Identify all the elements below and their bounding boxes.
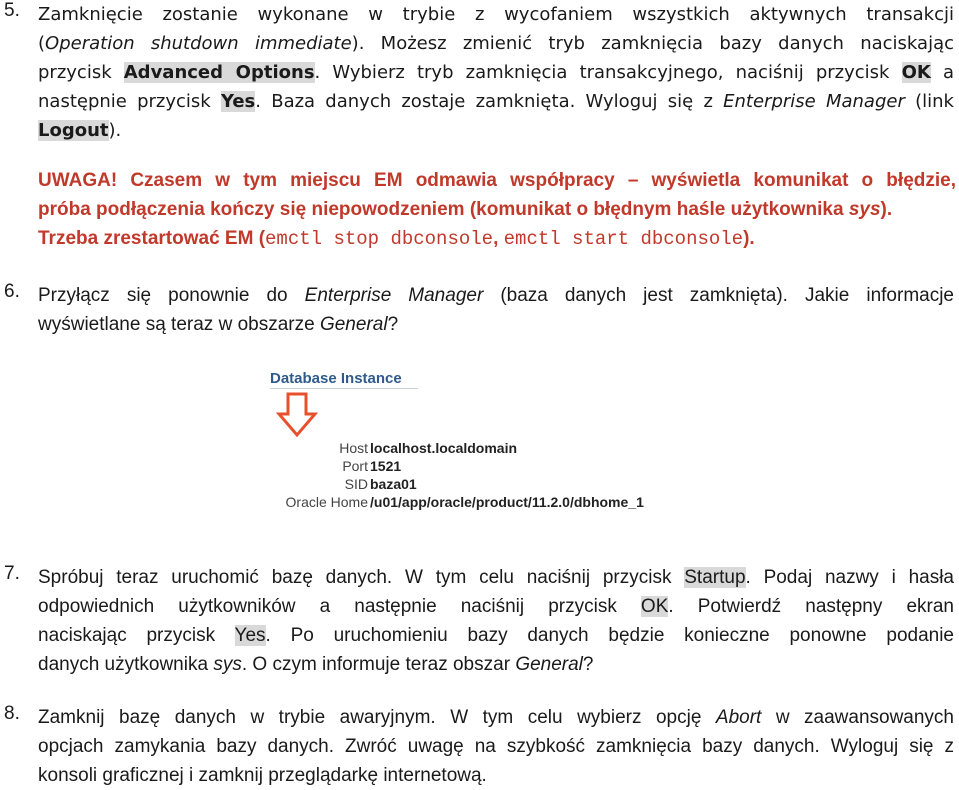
field-value: baza01 [370, 476, 417, 492]
database-instance-screenshot [268, 370, 688, 520]
text-fragment: . Wybierz tryb zamknięcia transakcyjnego, naciśnij przycisk [314, 62, 890, 83]
text-fragment: ). [880, 199, 893, 220]
text-fragment: Zamknij bazę danych w trybie awaryjnym. W tym celu wybierz opcję [38, 707, 702, 728]
text-fragment: Czasem w tym miejscu EM odmawia współpracy – wyświetla komunikat o błędzie, [130, 170, 956, 191]
logout-link-label: Logout [38, 120, 109, 141]
text-fragment: ? [582, 654, 594, 675]
warning-prefix: UWAGA! [38, 170, 118, 191]
down-arrow-icon [276, 392, 318, 441]
text-fragment: (baza danych jest zamknięta). Jakie informacje [500, 285, 954, 306]
italic-term: sys [848, 199, 881, 220]
text-line [38, 116, 954, 145]
text-fragment: . O czym informuje teraz obszar [241, 654, 511, 675]
text-fragment: . Po uruchomieniu bazy danych będzie konieczne ponowne podanie [265, 625, 955, 646]
text-fragment: . Podaj nazwy i hasła [745, 567, 954, 588]
text-line: konsoli graficznej i zamknij przeglądarkę internetową. [38, 765, 487, 786]
text-line [38, 195, 956, 224]
field-label: Oracle Home [285, 494, 368, 510]
item-number: 7. [4, 563, 20, 584]
italic-term: sys [213, 654, 242, 675]
field-label: Host [339, 440, 368, 456]
text-fragment: ? [387, 314, 399, 335]
text-line [38, 310, 954, 339]
text-line [38, 87, 954, 116]
italic-term: General [319, 314, 388, 335]
item-number: 8. [4, 703, 20, 724]
text-fragment: przycisk [38, 62, 112, 83]
oracle-home-row [268, 494, 668, 512]
text-line [38, 621, 954, 650]
text-line [38, 703, 954, 732]
ok-button-label: OK [640, 596, 669, 617]
text-fragment: . Baza danych zostaje zamknięta. Wyloguj się z [255, 91, 713, 112]
port-row [268, 458, 668, 476]
italic-term: Enterprise Manager [723, 91, 905, 112]
text-line [38, 281, 954, 310]
text-fragment: , [493, 228, 499, 249]
item-number: 6. [4, 281, 20, 302]
text-fragment: a [942, 62, 954, 83]
sid-row [268, 476, 668, 494]
yes-button-label: Yes [234, 625, 266, 646]
field-value: 1521 [370, 458, 402, 474]
text-fragment: próba podłączenia kończy się niepowodzeniem (komunikat o błędnym haśle użytkownika [38, 199, 844, 220]
advanced-options-button-label: Advanced Options [123, 62, 315, 83]
yes-button-label: Yes [220, 91, 256, 112]
text-fragment: Trzeba zrestartować EM ( [38, 228, 266, 249]
text-line [38, 224, 956, 254]
field-label: Port [342, 458, 368, 474]
item-5-text [38, 0, 954, 145]
field-label: SID [344, 476, 368, 492]
text-line [38, 58, 954, 87]
italic-term: Operation shutdown immediate [45, 33, 352, 54]
startup-button-label: Startup [684, 567, 746, 588]
ok-button-label: OK [901, 62, 931, 83]
item-8-text [38, 703, 954, 790]
text-line [38, 29, 954, 58]
text-fragment: (link [915, 91, 954, 112]
text-line [38, 166, 956, 195]
text-line [38, 592, 954, 621]
database-instance-title: Database Instance [270, 370, 418, 389]
text-fragment: następnie przycisk [38, 91, 211, 112]
text-fragment: ). [108, 120, 122, 141]
text-fragment: wyświetlane są teraz w obszarze [38, 314, 315, 335]
command-start: emctl start dbconsole [503, 228, 744, 250]
text-fragment: danych użytkownika [38, 654, 209, 675]
text-line [38, 650, 954, 679]
text-line [38, 563, 954, 592]
text-fragment: ). Możesz zmienić tryb zamknięcia bazy danych naciskając [351, 33, 954, 54]
text-fragment: . Potwierdź następny ekran [668, 596, 954, 617]
item-number: 5. [4, 0, 20, 21]
italic-term: General [515, 654, 583, 675]
text-line: Zamknięcie zostanie wykonane w trybie z wycofaniem wszystkich aktywnych transakcji [38, 4, 954, 25]
command-stop: emctl stop dbconsole [265, 228, 494, 250]
field-value: localhost.localdomain [370, 440, 518, 456]
text-fragment: w zaawansowanych [775, 707, 955, 728]
text-fragment: Przyłącz się ponownie do [38, 285, 288, 306]
text-fragment: Spróbuj teraz uruchomić bazę danych. W tym celu naciśnij przycisk [38, 567, 672, 588]
text-fragment: odpowiednich użytkowników a następnie naciśnij przycisk [38, 596, 617, 617]
item-7-text [38, 563, 954, 679]
text-fragment: ). [743, 228, 755, 249]
warning-note [38, 166, 956, 254]
italic-term: Enterprise Manager [304, 285, 484, 306]
text-fragment: ( [38, 33, 46, 54]
field-value: /u01/app/oracle/product/11.2.0/dbhome_1 [370, 494, 644, 510]
host-row [268, 440, 668, 458]
item-6-text [38, 281, 954, 339]
text-fragment: naciskając przycisk [38, 625, 216, 646]
italic-term: Abort [715, 707, 762, 728]
text-line: opcjach zamykania bazy danych. Zwróć uwagę na szybkość zamknięcia bazy danych. Wyloguj się z [38, 736, 954, 757]
